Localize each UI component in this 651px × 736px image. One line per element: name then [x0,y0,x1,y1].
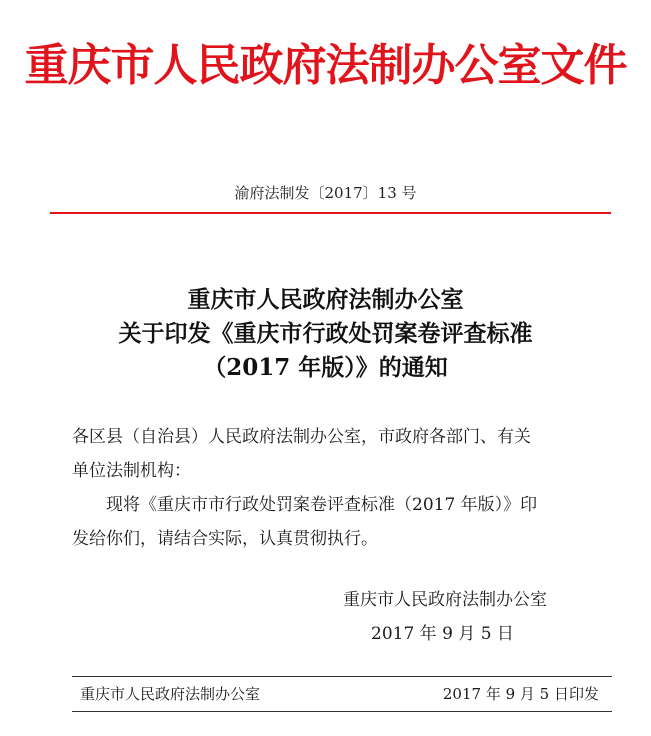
footer-top-rule [72,676,612,677]
body-line-1 [72,488,612,522]
document-masthead: 重庆市人民政府法制办公室文件 [24,40,627,91]
signature-organization: 重庆市人民政府法制办公室 [343,590,547,610]
title-line-3: （2017 年版）》的通知 [203,354,448,381]
addressee-line-1: 各区县（自治县）人民政府法制办公室，市政府各部门、有关 [72,427,531,447]
red-divider-line [50,212,611,214]
addressee-line-2: 单位法制机构： [72,461,191,481]
footer-issuer: 重庆市人民政府法制办公室 [80,685,261,703]
footer-bottom-rule [72,711,612,712]
addressee-block [72,420,612,488]
body-line-2: 发给你们，请结合实际，认真贯彻执行。 [72,529,378,549]
title-line-2: 关于印发《重庆市行政处罚案卷评查标准 [118,320,533,347]
body-line-1-text: 现将《重庆市市行政处罚案卷评查标准（2017 年版）》印 [106,495,538,515]
footer-issue-date: 2017 年 9 月 5 日印发 [442,685,599,703]
signature-date: 2017 年 9 月 5 日 [371,624,514,644]
title-line-1: 重庆市人民政府法制办公室 [187,286,464,313]
body-paragraph [72,488,612,556]
notice-title [0,283,651,385]
document-number: 渝府法制发〔2017〕13 号 [234,184,417,202]
